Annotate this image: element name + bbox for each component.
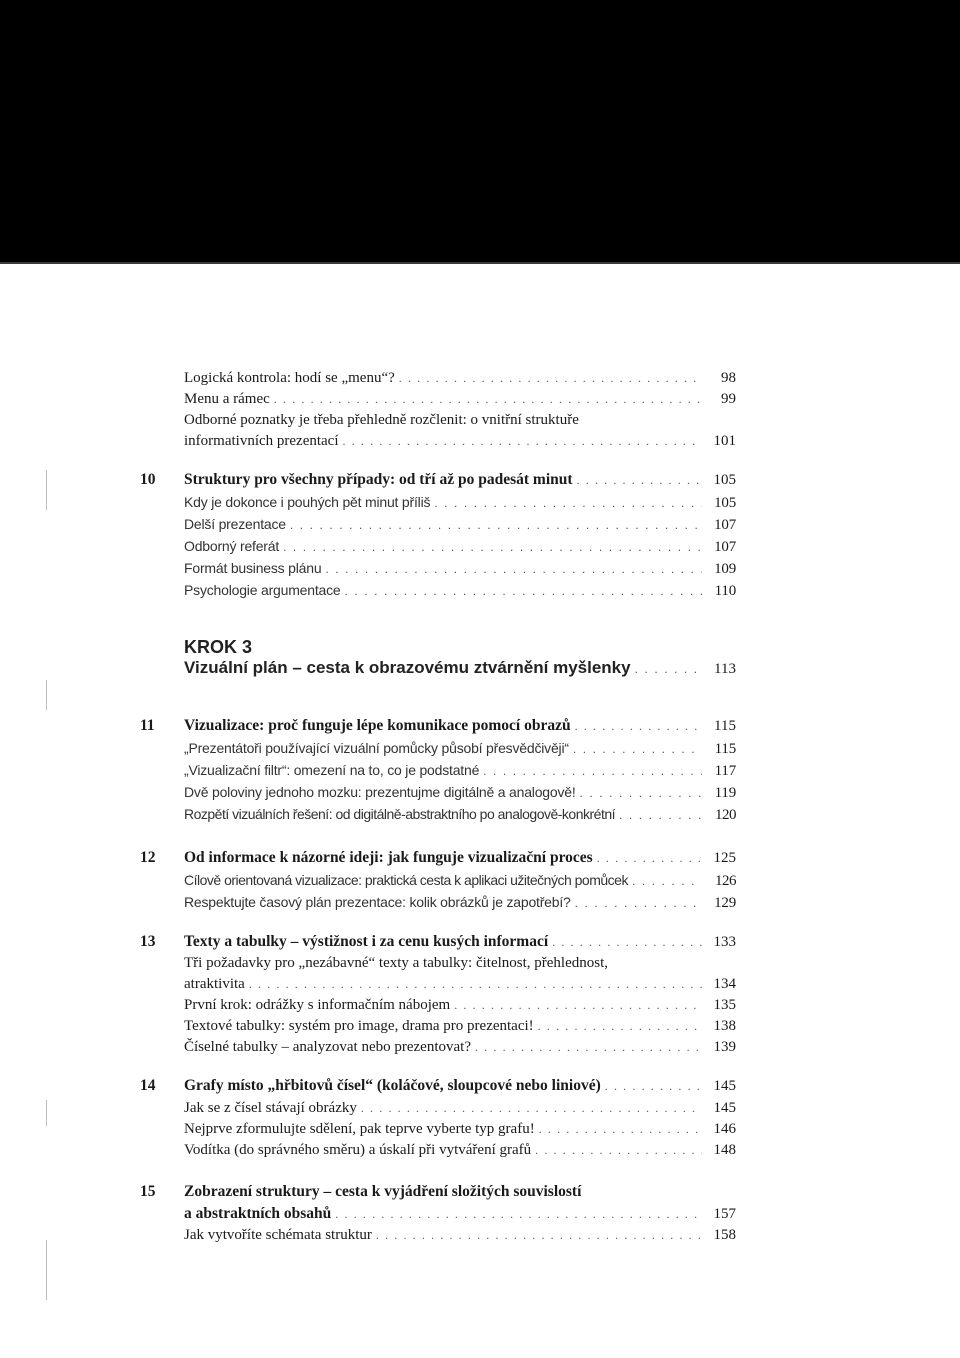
toc-leader-dots xyxy=(483,761,702,781)
toc-chapter-entry[interactable] xyxy=(184,1182,736,1202)
toc-page-number: 117 xyxy=(714,763,736,779)
chapter-number: 12 xyxy=(140,849,156,866)
toc-chapter-entry[interactable] xyxy=(184,716,736,736)
toc-entry-title: Formát business plánu xyxy=(184,560,322,576)
toc-entry-title: Rozpětí vizuálních řešení: od digitálně-abstraktního po analogově-konkrétní xyxy=(184,806,616,822)
toc-page-number: 105 xyxy=(713,472,736,488)
toc-leader-dots xyxy=(475,1037,702,1057)
toc-leader-dots xyxy=(335,1204,702,1224)
toc-entry-title: Vizualizace: proč funguje lépe komunikace pomocí obrazů xyxy=(184,717,571,734)
toc-leader-dots xyxy=(434,493,702,513)
toc-leader-dots xyxy=(538,1016,702,1036)
toc-entry[interactable] xyxy=(184,514,736,535)
toc-leader-dots xyxy=(290,515,702,535)
toc-leader-dots xyxy=(454,995,702,1015)
toc-entry-title: Vodítka (do správného směru) a úskalí při vytváření grafů xyxy=(184,1142,532,1158)
toc-leader-dots xyxy=(552,932,702,952)
toc-page-number: 126 xyxy=(715,873,736,889)
toc-entry-title: Číselné tabulky – analyzovat nebo prezentovat? xyxy=(184,1039,471,1055)
toc-leader-dots xyxy=(539,1119,702,1139)
toc-page-number: 115 xyxy=(714,741,736,757)
toc-entry-title: Psychologie argumentace xyxy=(184,582,341,598)
toc-entry[interactable] xyxy=(184,558,736,579)
toc-entry-title: Cílově orientovaná vizualizace: praktická cesta k aplikaci užitečných pomůcek xyxy=(184,872,628,888)
toc-entry-title: Textové tabulky: systém pro image, drama pro prezentaci! xyxy=(184,1018,534,1034)
chapter-number: 10 xyxy=(140,471,156,488)
toc-page-number: 107 xyxy=(714,539,736,555)
part-label: KROK 3 xyxy=(184,637,253,657)
toc-page-number: 146 xyxy=(713,1121,736,1137)
toc-page-number: 134 xyxy=(713,976,736,992)
toc-entry[interactable] xyxy=(184,995,736,1015)
toc-chapter-entry[interactable] xyxy=(184,470,736,490)
toc-entry-title: Menu a rámec xyxy=(184,391,270,407)
toc-leader-dots xyxy=(619,805,702,825)
toc-page-number: 119 xyxy=(714,785,736,801)
toc-entry-title: Zobrazení struktury – cesta k vyjádření složitých souvislostí xyxy=(184,1183,582,1200)
toc-entry[interactable] xyxy=(184,760,736,781)
toc-page-number: 135 xyxy=(713,997,736,1013)
toc-entry[interactable] xyxy=(184,1119,736,1139)
toc-chapter-entry[interactable] xyxy=(184,848,736,868)
toc-page-number: 139 xyxy=(713,1039,736,1055)
toc-leader-dots xyxy=(274,389,702,409)
toc-leader-dots xyxy=(632,871,702,891)
toc-leader-dots xyxy=(597,848,702,868)
toc-entry[interactable] xyxy=(184,1140,736,1160)
toc-page-number: 120 xyxy=(715,807,736,823)
toc-leader-dots xyxy=(376,1225,702,1245)
toc-page-number: 107 xyxy=(714,517,736,533)
toc-page-number: 115 xyxy=(714,718,736,734)
toc-page-number: 148 xyxy=(713,1142,736,1158)
toc-leader-dots xyxy=(325,559,702,579)
toc-entry[interactable] xyxy=(184,782,736,803)
toc-entry-title: Odborný referát xyxy=(184,538,280,554)
toc-entry-title: informativních prezentací xyxy=(184,433,339,449)
toc-entry[interactable] xyxy=(184,804,736,825)
toc-page-number: 158 xyxy=(713,1227,736,1243)
toc-leader-dots xyxy=(249,974,702,994)
toc-entry-title: Logická kontrola: hodí se „menu“? xyxy=(184,370,395,386)
toc-entry-title: Kdy je dokonce i pouhých pět minut příliš xyxy=(184,494,431,510)
toc-page-number: 109 xyxy=(714,561,736,577)
toc-entry-title: Tři požadavky pro „nezábavné“ texty a tabulky: čitelnost, přehlednost, xyxy=(184,955,609,971)
toc-page-number: 113 xyxy=(714,661,736,677)
toc-entry[interactable] xyxy=(184,431,736,451)
toc-leader-dots xyxy=(605,1076,702,1096)
toc-entry[interactable] xyxy=(184,1016,736,1036)
toc-page-number: 138 xyxy=(713,1018,736,1034)
toc-entry[interactable] xyxy=(184,536,736,557)
toc-leader-dots xyxy=(399,368,702,388)
toc-leader-dots xyxy=(345,581,703,601)
toc-leader-dots xyxy=(283,537,702,557)
toc-leader-dots xyxy=(635,659,702,679)
toc-entry[interactable] xyxy=(184,580,736,601)
toc-page-number: 145 xyxy=(713,1100,736,1116)
toc-entry[interactable] xyxy=(184,1037,736,1057)
toc-entry-title: Texty a tabulky – výstižnost i za cenu kusých informací xyxy=(184,933,549,950)
toc-entry-title: Od informace k názorné ideji: jak funguje vizualizační proces xyxy=(184,849,593,866)
toc-entry[interactable] xyxy=(184,389,736,409)
chapter-number: 15 xyxy=(140,1183,156,1200)
toc-page-number: 133 xyxy=(713,934,736,950)
toc-page-number: 129 xyxy=(714,895,736,911)
toc-entry-title: Jak vytvoříte schémata struktur xyxy=(184,1227,372,1243)
toc-entry-title: První krok: odrážky s informačním nábojem xyxy=(184,997,451,1013)
toc-entry[interactable] xyxy=(184,368,736,388)
toc-page-number: 105 xyxy=(714,495,736,511)
toc-entry-title: „Prezentátoři používající vizuální pomůcky působí přesvědčivěji“ xyxy=(184,740,569,756)
toc-entry-title: Nejprve zformulujte sdělení, pak teprve vyberte typ grafu! xyxy=(184,1121,535,1137)
toc-entry-title: Delší prezentace xyxy=(184,516,286,532)
chapter-number: 11 xyxy=(140,717,155,734)
toc-page-number: 125 xyxy=(713,850,736,866)
toc-entry[interactable] xyxy=(184,1225,736,1245)
toc-leader-dots xyxy=(361,1098,702,1118)
chapter-number: 14 xyxy=(140,1077,156,1094)
toc-entry-title: atraktivita xyxy=(184,976,245,992)
toc-entry[interactable] xyxy=(184,1098,736,1118)
toc-chapter-entry[interactable] xyxy=(184,932,736,952)
toc-entry-title: Respektujte časový plán prezentace: kolik obrázků je zapotřebí? xyxy=(184,894,571,910)
chapter-number: 13 xyxy=(140,933,156,950)
toc-leader-dots xyxy=(575,893,702,913)
toc-page-number: 101 xyxy=(713,433,736,449)
toc-page-number: 98 xyxy=(721,370,736,386)
toc-entry[interactable] xyxy=(184,974,736,994)
toc-entry[interactable] xyxy=(184,953,736,973)
toc-chapter-entry[interactable] xyxy=(184,1204,736,1224)
toc-leader-dots xyxy=(580,783,702,803)
toc-entry-title: Dvě poloviny jednoho mozku: prezentujme digitálně a analogově! xyxy=(184,784,576,800)
toc-part-title: Vizuální plán – cesta k obrazovému ztvárnění myšlenky xyxy=(184,658,631,677)
toc-entry[interactable] xyxy=(184,870,736,891)
toc-entry[interactable] xyxy=(184,892,736,913)
toc-leader-dots xyxy=(573,739,702,759)
toc-leader-dots xyxy=(535,1140,702,1160)
toc-part-entry[interactable] xyxy=(184,658,736,679)
toc-entry[interactable] xyxy=(184,738,736,759)
toc-leader-dots xyxy=(343,431,702,451)
toc-entry[interactable] xyxy=(184,410,736,430)
toc-entry-title: Jak se z čísel stávají obrázky xyxy=(184,1100,357,1116)
toc-entry-title: a abstraktních obsahů xyxy=(184,1205,332,1222)
toc-leader-dots xyxy=(575,716,702,736)
toc-leader-dots xyxy=(577,470,702,490)
toc-page-number: 110 xyxy=(714,583,736,599)
toc-page-number: 157 xyxy=(713,1206,736,1222)
toc-entry-title: Odborné poznatky je třeba přehledně rozčlenit: o vnitřní struktuře xyxy=(184,412,579,428)
toc-page-number: 99 xyxy=(721,391,736,407)
toc-entry[interactable] xyxy=(184,492,736,513)
toc-page-number: 145 xyxy=(713,1078,736,1094)
toc-chapter-entry[interactable] xyxy=(184,1076,736,1096)
toc-entry-title: Struktury pro všechny případy: od tří až po padesát minut xyxy=(184,471,573,488)
toc-entry-title: „Vizualizační filtr“: omezení na to, co je podstatné xyxy=(184,762,480,778)
toc-entry-title: Grafy místo „hřbitovů čísel“ (koláčové, sloupcové nebo liniové) xyxy=(184,1077,601,1094)
